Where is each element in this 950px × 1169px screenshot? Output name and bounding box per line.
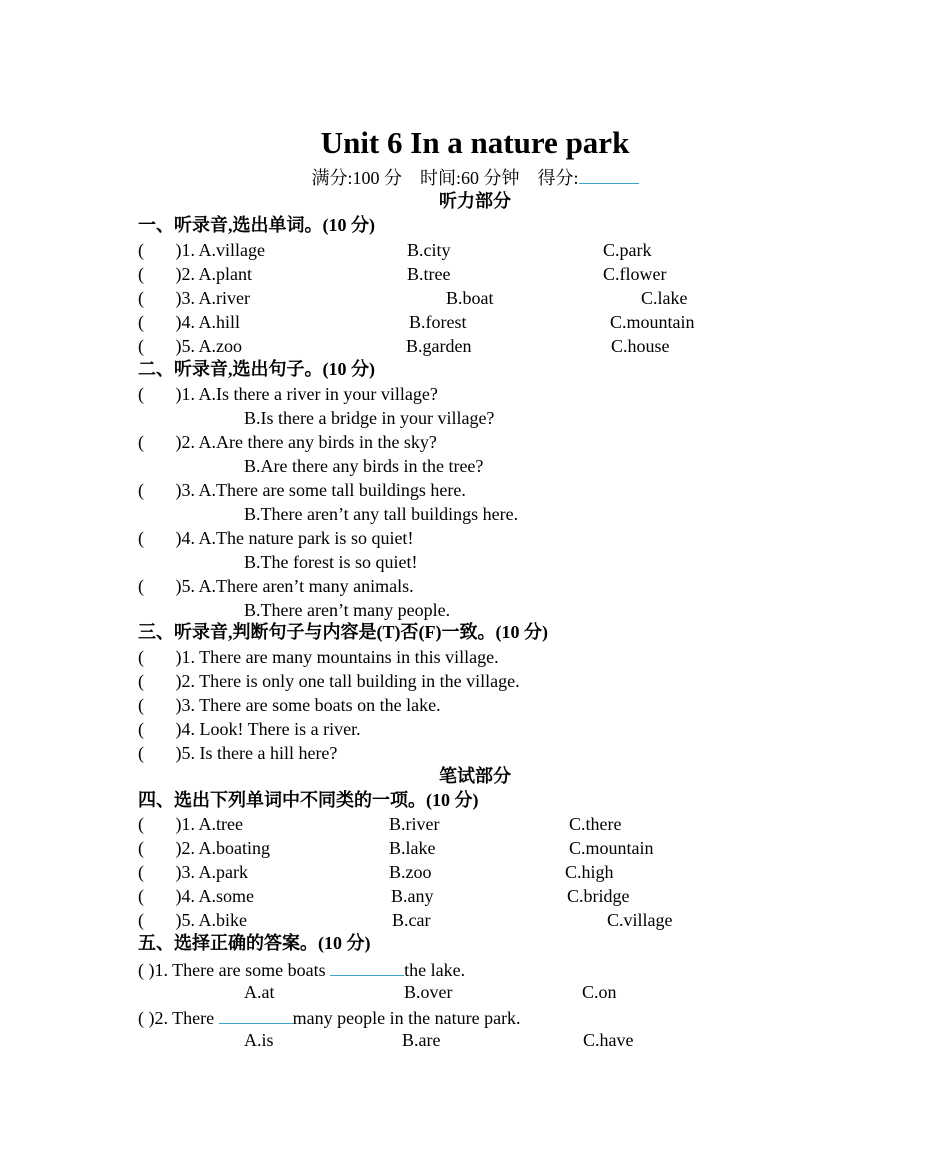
sec5-q2-b: B.are <box>402 1030 441 1050</box>
sec5-q2-post: many people in the nature park. <box>292 1008 521 1028</box>
sec4-q3-b: B.zoo <box>389 862 432 882</box>
sec1-q5: ( )5. A.zoo <box>138 336 242 356</box>
sec3-q2: ( )2. There is only one tall building in the village. <box>138 671 520 691</box>
listening-part-heading: 听力部分 <box>439 191 511 211</box>
time-limit: 时间:60 分钟 <box>419 168 520 188</box>
sec4-q1-b: B.river <box>389 814 440 834</box>
sec3-q3: ( )3. There are some boats on the lake. <box>138 695 441 715</box>
sec2-q5-b: B.There aren’t many people. <box>244 600 451 620</box>
sec1-q5-b: B.garden <box>406 336 472 356</box>
sec4-q4-c: C.bridge <box>567 886 630 906</box>
sec5-q2-pre: ( )2. There <box>138 1008 219 1028</box>
sec4-q5-b: B.car <box>392 910 431 930</box>
sec5-q2-blank[interactable] <box>219 1005 293 1024</box>
section-3-heading: 三、听录音,判断句子与内容是(T)否(F)一致。(10 分) <box>138 622 548 642</box>
writing-part-heading: 笔试部分 <box>439 766 511 786</box>
sec5-q1-b: B.over <box>404 982 453 1002</box>
sec2-q5-a: ( )5. A.There aren’t many animals. <box>138 576 414 596</box>
sec5-q2 <box>138 1005 521 1029</box>
sec1-q1: ( )1. A.village <box>138 240 265 260</box>
sec1-q4: ( )4. A.hill <box>138 312 240 332</box>
section-5-heading: 五、选择正确的答案。(10 分) <box>138 933 371 953</box>
sec2-q1-b: B.Is there a bridge in your village? <box>244 408 495 428</box>
score-blank[interactable] <box>579 165 639 184</box>
sec3-q4: ( )4. Look! There is a river. <box>138 719 361 739</box>
sec4-q3-c: C.high <box>565 862 614 882</box>
score-label: 得分: <box>537 168 579 188</box>
sec5-q2-c: C.have <box>583 1030 634 1050</box>
sec1-q4-b: B.forest <box>409 312 467 332</box>
sec2-q2-a: ( )2. A.Are there any birds in the sky? <box>138 432 437 452</box>
sec2-q3-b: B.There aren’t any tall buildings here. <box>244 504 519 524</box>
sec4-q2-c: C.mountain <box>569 838 654 858</box>
sec4-q2: ( )2. A.boating <box>138 838 270 858</box>
sec4-q1-c: C.there <box>569 814 622 834</box>
sec1-q4-c: C.mountain <box>610 312 695 332</box>
sec5-q1-c: C.on <box>582 982 617 1002</box>
sec4-q4-b: B.any <box>391 886 434 906</box>
sec1-q3-b: B.boat <box>446 288 494 308</box>
sec1-q2-c: C.flower <box>603 264 667 284</box>
sec4-q3: ( )3. A.park <box>138 862 248 882</box>
sec2-q2-b: B.Are there any birds in the tree? <box>244 456 484 476</box>
sec1-q3: ( )3. A.river <box>138 288 250 308</box>
sec5-q2-a: A.is <box>244 1030 274 1050</box>
page-title: Unit 6 In a nature park <box>320 125 630 160</box>
sec3-q1: ( )1. There are many mountains in this village. <box>138 647 499 667</box>
sec5-q1-pre: ( )1. There are some boats <box>138 960 331 980</box>
full-score: 满分:100 分 <box>311 168 402 188</box>
sec2-q4-b: B.The forest is so quiet! <box>244 552 418 572</box>
section-4-heading: 四、选出下列单词中不同类的一项。(10 分) <box>138 790 479 810</box>
section-1-heading: 一、听录音,选出单词。(10 分) <box>138 215 375 235</box>
sec5-q1-a: A.at <box>244 982 275 1002</box>
sec3-q5: ( )5. Is there a hill here? <box>138 743 338 763</box>
sec4-q1: ( )1. A.tree <box>138 814 243 834</box>
sec1-q2-b: B.tree <box>407 264 451 284</box>
sec4-q2-b: B.lake <box>389 838 436 858</box>
sec1-q1-c: C.park <box>603 240 652 260</box>
sec2-q4-a: ( )4. A.The nature park is so quiet! <box>138 528 414 548</box>
sec1-q2: ( )2. A.plant <box>138 264 252 284</box>
sec4-q5-c: C.village <box>607 910 673 930</box>
score-info <box>0 165 950 190</box>
sec2-q3-a: ( )3. A.There are some tall buildings here. <box>138 480 466 500</box>
sec1-q3-c: C.lake <box>641 288 688 308</box>
sec5-q1 <box>138 957 465 981</box>
sec5-q1-blank[interactable] <box>330 957 404 976</box>
sec1-q1-b: B.city <box>407 240 451 260</box>
sec4-q5: ( )5. A.bike <box>138 910 247 930</box>
section-2-heading: 二、听录音,选出句子。(10 分) <box>138 359 375 379</box>
sec4-q4: ( )4. A.some <box>138 886 254 906</box>
sec1-q5-c: C.house <box>611 336 670 356</box>
sec2-q1-a: ( )1. A.Is there a river in your village? <box>138 384 438 404</box>
sec5-q1-post: the lake. <box>404 960 466 980</box>
